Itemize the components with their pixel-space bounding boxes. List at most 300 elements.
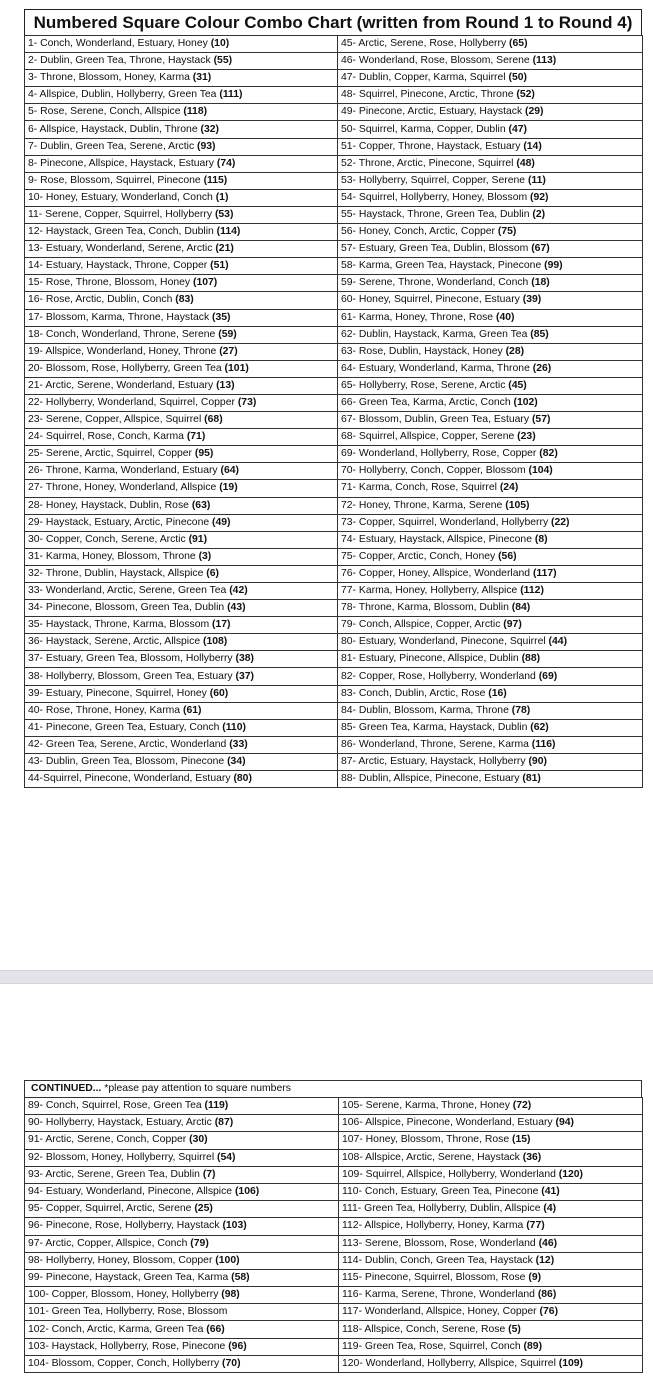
table-row (25, 343, 643, 360)
combo-cell (338, 651, 643, 668)
table-row (25, 1269, 643, 1286)
combo-colours: 7- Dublin, Green Tea, Serene, Arctic (28, 140, 198, 152)
combo-cell (25, 121, 338, 138)
table-row (25, 548, 643, 565)
paired-square-number: (70) (222, 1357, 241, 1369)
table-row (25, 1132, 643, 1149)
paired-square-number: (89) (523, 1340, 543, 1352)
paired-square-number: (75) (497, 226, 517, 238)
paired-square-number: (11) (527, 174, 546, 186)
table-row (25, 736, 643, 753)
combo-colours: 87- Arctic, Estuary, Haystack, Hollyberry (341, 755, 529, 767)
paired-square-number: (42) (229, 585, 248, 597)
combo-colours: 119- Green Tea, Rose, Squirrel, Conch (342, 1340, 524, 1352)
paired-square-number: (120) (558, 1168, 584, 1180)
paired-square-number: (72) (512, 1100, 532, 1112)
combo-colours: 102- Conch, Arctic, Karma, Green Tea (28, 1323, 207, 1335)
combo-cell (25, 189, 338, 206)
table-row (25, 394, 643, 411)
paired-square-number: (41) (541, 1186, 560, 1198)
combo-cell (25, 480, 338, 497)
combo-colours: 93- Arctic, Serene, Green Tea, Dublin (28, 1168, 203, 1180)
paired-square-number: (83) (175, 294, 194, 306)
paired-square-number: (117) (532, 567, 557, 579)
paired-square-number: (71) (186, 431, 206, 443)
paired-square-number: (64) (220, 465, 239, 477)
paired-square-number: (73) (237, 397, 257, 409)
combo-colours: 45- Arctic, Serene, Rose, Hollyberry (341, 38, 510, 50)
paired-square-number: (51) (210, 260, 229, 272)
table-row (25, 634, 643, 651)
paired-square-number: (9) (528, 1271, 542, 1283)
combo-cell (25, 1132, 339, 1149)
combo-cell (338, 497, 643, 514)
paired-square-number: (26) (532, 362, 552, 374)
paired-square-number: (53) (214, 208, 234, 220)
combo-colours: 89- Conch, Squirrel, Rose, Green Tea (28, 1100, 205, 1112)
combo-cell (338, 53, 643, 70)
combo-colours: 61- Karma, Honey, Throne, Rose (341, 311, 496, 323)
table-row (25, 1287, 643, 1304)
combo-colours: 92- Blossom, Honey, Hollyberry, Squirrel (28, 1151, 218, 1163)
paired-square-number: (91) (188, 533, 208, 545)
combo-cell (25, 600, 338, 617)
paired-square-number: (23) (517, 431, 536, 443)
paired-square-number: (85) (530, 328, 549, 340)
combo-cell (25, 1287, 339, 1304)
combo-colours: 29- Haystack, Estuary, Arctic, Pinecone (28, 516, 213, 528)
combo-colours: 95- Copper, Squirrel, Arctic, Serene (28, 1203, 195, 1215)
combo-colours: 115- Pinecone, Squirrel, Blossom, Rose (342, 1271, 529, 1283)
paired-square-number: (44) (548, 636, 568, 648)
combo-cell (338, 155, 643, 172)
combo-cell (25, 258, 338, 275)
combo-colours: 5- Rose, Serene, Conch, Allspice (28, 106, 184, 118)
combo-colours: 59- Serene, Throne, Wonderland, Conch (341, 277, 532, 289)
table-row (25, 326, 643, 343)
combo-cell (25, 326, 338, 343)
combo-colours: 120- Wonderland, Hollyberry, Allspice, Squirrel (342, 1357, 559, 1369)
paired-square-number: (17) (212, 619, 231, 631)
combo-colours: 117- Wonderland, Allspice, Honey, Copper (342, 1306, 540, 1318)
combo-colours: 21- Arctic, Serene, Wonderland, Estuary (28, 379, 217, 391)
combo-colours: 106- Allspice, Pinecone, Wonderland, Estuary (342, 1117, 556, 1129)
combo-cell (25, 1218, 339, 1235)
paired-square-number: (97) (503, 619, 522, 631)
combo-colours: 75- Copper, Arctic, Conch, Honey (341, 550, 499, 562)
combo-cell (25, 394, 338, 411)
table-row (25, 565, 643, 582)
combo-cell (339, 1132, 643, 1149)
paired-square-number: (43) (227, 602, 246, 614)
paired-square-number: (118) (183, 106, 208, 118)
paired-square-number: (86) (537, 1289, 557, 1301)
combo-colours: 67- Blossom, Dublin, Green Tea, Estuary (341, 414, 532, 426)
combo-cell (339, 1304, 643, 1321)
combo-colours: 6- Allspice, Haystack, Dublin, Throne (28, 123, 201, 135)
combo-cell (338, 121, 643, 138)
combo-cell (25, 104, 338, 121)
paired-square-number: (57) (531, 414, 551, 426)
table-row (25, 241, 643, 258)
paired-square-number: (111) (219, 89, 243, 101)
table-row (25, 1235, 643, 1252)
combo-cell (25, 1235, 339, 1252)
paired-square-number: (112) (520, 585, 544, 597)
combo-colours: 112- Allspice, Hollyberry, Honey, Karma (342, 1220, 527, 1232)
table-row (25, 429, 643, 446)
combo-cell (25, 309, 338, 326)
paired-square-number: (46) (538, 1237, 558, 1249)
paired-square-number: (109) (558, 1357, 584, 1369)
table-row (25, 446, 643, 463)
paired-square-number: (100) (215, 1254, 240, 1266)
chart-page-2 (24, 1080, 642, 1373)
paired-square-number: (93) (197, 140, 216, 152)
table-row (25, 685, 643, 702)
table-row (25, 1149, 643, 1166)
combo-cell (25, 70, 338, 87)
continued-header (24, 1080, 642, 1097)
paired-square-number: (12) (535, 1254, 555, 1266)
combo-cell (338, 702, 643, 719)
table-row (25, 309, 643, 326)
combo-colours: 9- Rose, Blossom, Squirrel, Pinecone (28, 174, 204, 186)
paired-square-number: (114) (216, 226, 241, 238)
paired-square-number: (2) (532, 208, 546, 220)
combo-cell (25, 36, 338, 53)
paired-square-number: (1) (215, 191, 229, 203)
table-row (25, 275, 643, 292)
table-row (25, 121, 643, 138)
paired-square-number: (60) (209, 687, 229, 699)
combo-colours: 32- Throne, Dublin, Haystack, Allspice (28, 567, 207, 579)
table-row (25, 1338, 643, 1355)
paired-square-number: (62) (530, 721, 549, 733)
combo-colours: 80- Estuary, Wonderland, Pinecone, Squirrel (341, 636, 549, 648)
combo-colours: 58- Karma, Green Tea, Haystack, Pinecone (341, 260, 545, 272)
combo-colours: 63- Rose, Dublin, Haystack, Honey (341, 345, 506, 357)
combo-colours: 39- Estuary, Pinecone, Squirrel, Honey (28, 687, 210, 699)
combo-colours: 37- Estuary, Green Tea, Blossom, Hollyberry (28, 653, 236, 665)
combo-colours: 118- Allspice, Conch, Serene, Rose (342, 1323, 509, 1335)
combo-cell (338, 172, 643, 189)
combo-colours: 66- Green Tea, Karma, Arctic, Conch (341, 397, 514, 409)
combo-cell (25, 412, 338, 429)
combo-colours: 84- Dublin, Blossom, Karma, Throne (341, 704, 512, 716)
combo-cell (25, 377, 338, 394)
table-row (25, 138, 643, 155)
combo-cell (25, 343, 338, 360)
combo-colours: 40- Rose, Throne, Honey, Karma (28, 704, 183, 716)
combo-colours: 113- Serene, Blossom, Rose, Wonderland (342, 1237, 539, 1249)
paired-square-number: (27) (219, 345, 238, 357)
combo-colours: 73- Copper, Squirrel, Wonderland, Hollyberry (341, 516, 552, 528)
paired-square-number: (105) (505, 499, 530, 511)
combo-cell (338, 429, 643, 446)
paired-square-number: (7) (202, 1168, 216, 1180)
combo-cell (25, 1355, 339, 1372)
table-row (25, 87, 643, 104)
paired-square-number: (50) (508, 72, 527, 84)
continued-note: *please pay attention to square numbers (101, 1083, 291, 1094)
paired-square-number: (77) (526, 1220, 545, 1232)
paired-square-number: (22) (551, 516, 570, 528)
combo-cell (338, 394, 643, 411)
combo-colours: 82- Copper, Rose, Hollyberry, Wonderland (341, 670, 539, 682)
paired-square-number: (106) (234, 1186, 260, 1198)
table-row (25, 53, 643, 70)
paired-square-number: (48) (516, 157, 535, 169)
combo-cell (25, 1338, 339, 1355)
page-gap-divider (0, 970, 653, 984)
combo-colours: 52- Throne, Arctic, Pinecone, Squirrel (341, 157, 517, 169)
combo-colours: 44-Squirrel, Pinecone, Wonderland, Estuary (28, 773, 234, 785)
combo-colours: 88- Dublin, Allspice, Pinecone, Estuary (341, 773, 523, 785)
paired-square-number: (31) (192, 72, 212, 84)
table-row (25, 412, 643, 429)
table-row (25, 1304, 643, 1321)
combo-colours: 53- Hollyberry, Squirrel, Copper, Serene (341, 174, 528, 186)
combo-cell (339, 1166, 643, 1183)
combo-cell (339, 1235, 643, 1252)
combo-colours: 36- Haystack, Serene, Arctic, Allspice (28, 636, 203, 648)
combo-cell (25, 617, 338, 634)
paired-square-number: (119) (204, 1100, 229, 1112)
paired-square-number: (61) (182, 704, 202, 716)
combo-colours: 60- Honey, Squirrel, Pinecone, Estuary (341, 294, 523, 306)
paired-square-number: (96) (228, 1340, 247, 1352)
combo-cell (25, 736, 338, 753)
combo-colours: 104- Blossom, Copper, Conch, Hollyberry (28, 1357, 223, 1369)
table-row (25, 1201, 643, 1218)
combo-colours: 41- Pinecone, Green Tea, Estuary, Conch (28, 721, 223, 733)
combo-cell (25, 1321, 339, 1338)
combo-cell (338, 87, 643, 104)
combo-colours: 30- Copper, Conch, Serene, Arctic (28, 533, 189, 545)
combo-cell (25, 429, 338, 446)
paired-square-number: (32) (200, 123, 219, 135)
combo-cell (338, 583, 643, 600)
combo-cell (339, 1201, 643, 1218)
table-row (25, 617, 643, 634)
combo-cell (338, 206, 643, 223)
combo-cell (339, 1252, 643, 1269)
combo-cell (338, 189, 643, 206)
table-row (25, 480, 643, 497)
combo-colours: 34- Pinecone, Blossom, Green Tea, Dublin (28, 602, 228, 614)
table-row (25, 70, 643, 87)
table-row (25, 600, 643, 617)
paired-square-number: (5) (508, 1323, 521, 1335)
combo-cell (339, 1098, 643, 1115)
table-row (25, 189, 643, 206)
combo-cell (25, 1183, 339, 1200)
combo-cell (25, 583, 338, 600)
paired-square-number: (94) (555, 1117, 574, 1129)
combo-colours: 65- Hollyberry, Rose, Serene, Arctic (341, 379, 509, 391)
combo-colours: 77- Karma, Honey, Hollyberry, Allspice (341, 585, 521, 597)
table-row (25, 258, 643, 275)
combo-colours: 48- Squirrel, Pinecone, Arctic, Throne (341, 89, 517, 101)
combo-cell (25, 651, 338, 668)
combo-colours: 71- Karma, Conch, Rose, Squirrel (341, 482, 500, 494)
combo-colours: 97- Arctic, Copper, Allspice, Conch (28, 1237, 191, 1249)
combo-cell (339, 1338, 643, 1355)
table-row (25, 377, 643, 394)
combo-colours: 107- Honey, Blossom, Throne, Rose (342, 1134, 512, 1146)
paired-square-number: (68) (204, 414, 223, 426)
paired-square-number: (13) (216, 379, 235, 391)
combo-colours: 2- Dublin, Green Tea, Throne, Haystack (28, 55, 214, 67)
combo-cell (338, 668, 643, 685)
paired-square-number: (78) (511, 704, 531, 716)
combo-cell (339, 1269, 643, 1286)
combo-cell (338, 719, 643, 736)
combo-cell (25, 138, 338, 155)
combo-cell (25, 53, 338, 70)
combo-colours: 20- Blossom, Rose, Hollyberry, Green Tea (28, 362, 225, 374)
table-row (25, 1166, 643, 1183)
paired-square-number: (115) (203, 174, 228, 186)
combo-colours: 85- Green Tea, Karma, Haystack, Dublin (341, 721, 531, 733)
combo-cell (25, 719, 338, 736)
combo-cell (338, 36, 643, 53)
paired-square-number: (108) (202, 636, 228, 648)
combo-cell (338, 531, 643, 548)
combo-colours: 64- Estuary, Wonderland, Karma, Throne (341, 362, 533, 374)
paired-square-number: (76) (539, 1306, 559, 1318)
table-row (25, 668, 643, 685)
paired-square-number: (65) (509, 38, 528, 50)
paired-square-number: (84) (511, 602, 531, 614)
paired-square-number: (74) (216, 157, 236, 169)
combo-cell (25, 1149, 339, 1166)
combo-colours: 8- Pinecone, Allspice, Haystack, Estuary (28, 157, 217, 169)
paired-square-number: (87) (214, 1117, 234, 1129)
combo-cell (25, 275, 338, 292)
combo-colours: 91- Arctic, Serene, Conch, Copper (28, 1134, 190, 1146)
combo-colours: 109- Squirrel, Allspice, Hollyberry, Wonderland (342, 1168, 559, 1180)
combo-colours: 98- Hollyberry, Honey, Blossom, Copper (28, 1254, 216, 1266)
combo-colours: 16- Rose, Arctic, Dublin, Conch (28, 294, 176, 306)
combo-table-2 (24, 1097, 643, 1373)
table-row (25, 1098, 643, 1115)
paired-square-number: (15) (512, 1134, 531, 1146)
combo-colours: 24- Squirrel, Rose, Conch, Karma (28, 431, 187, 443)
combo-cell (339, 1149, 643, 1166)
combo-cell (25, 1304, 339, 1321)
paired-square-number: (8) (534, 533, 548, 545)
paired-square-number: (52) (516, 89, 535, 101)
paired-square-number: (34) (227, 755, 246, 767)
combo-colours: 56- Honey, Conch, Arctic, Copper (341, 226, 498, 238)
paired-square-number: (56) (498, 550, 517, 562)
combo-colours: 49- Pinecone, Arctic, Estuary, Haystack (341, 106, 526, 118)
paired-square-number: (116) (531, 738, 556, 750)
combo-cell (338, 138, 643, 155)
table-row (25, 463, 643, 480)
combo-cell (25, 685, 338, 702)
combo-colours: 105- Serene, Karma, Throne, Honey (342, 1100, 513, 1112)
combo-colours: 12- Haystack, Green Tea, Conch, Dublin (28, 226, 217, 238)
combo-colours: 35- Haystack, Throne, Karma, Blossom (28, 619, 213, 631)
table-row (25, 531, 643, 548)
combo-cell (339, 1287, 643, 1304)
paired-square-number: (58) (231, 1271, 250, 1283)
table-row (25, 155, 643, 172)
combo-colours: 110- Conch, Estuary, Green Tea, Pinecone (342, 1186, 542, 1198)
combo-cell (25, 463, 338, 480)
paired-square-number: (33) (229, 738, 248, 750)
combo-colours: 13- Estuary, Wonderland, Serene, Arctic (28, 243, 216, 255)
combo-colours: 86- Wonderland, Throne, Serene, Karma (341, 738, 532, 750)
combo-cell (25, 360, 338, 377)
combo-cell (338, 600, 643, 617)
combo-colours: 18- Conch, Wonderland, Throne, Serene (28, 328, 219, 340)
combo-cell (338, 309, 643, 326)
combo-cell (338, 514, 643, 531)
combo-cell (339, 1355, 643, 1372)
combo-colours: 108- Allspice, Arctic, Serene, Haystack (342, 1151, 523, 1163)
combo-cell (25, 514, 338, 531)
combo-cell (338, 480, 643, 497)
combo-colours: 54- Squirrel, Hollyberry, Honey, Blossom (341, 191, 531, 203)
combo-colours: 25- Serene, Arctic, Squirrel, Copper (28, 448, 195, 460)
paired-square-number: (47) (508, 123, 527, 135)
combo-cell (25, 172, 338, 189)
table-row (25, 1252, 643, 1269)
combo-cell (25, 1252, 339, 1269)
paired-square-number: (98) (221, 1289, 240, 1301)
paired-square-number: (16) (488, 687, 507, 699)
combo-colours: 70- Hollyberry, Conch, Copper, Blossom (341, 465, 529, 477)
combo-cell (338, 771, 643, 788)
paired-square-number: (39) (522, 294, 542, 306)
table-row (25, 583, 643, 600)
combo-colours: 1- Conch, Wonderland, Estuary, Honey (28, 38, 211, 50)
combo-cell (338, 736, 643, 753)
combo-colours: 116- Karma, Serene, Throne, Wonderland (342, 1289, 538, 1301)
combo-cell (338, 275, 643, 292)
combo-cell (338, 446, 643, 463)
combo-colours: 100- Copper, Blossom, Honey, Hollyberry (28, 1289, 222, 1301)
combo-cell (338, 565, 643, 582)
table-row (25, 224, 643, 241)
combo-colours: 78- Throne, Karma, Blossom, Dublin (341, 602, 512, 614)
paired-square-number: (81) (522, 773, 541, 785)
table-row (25, 1321, 643, 1338)
combo-colours: 103- Haystack, Hollyberry, Rose, Pinecone (28, 1340, 229, 1352)
combo-colours: 50- Squirrel, Karma, Copper, Dublin (341, 123, 509, 135)
combo-cell (25, 1269, 339, 1286)
combo-colours: 15- Rose, Throne, Blossom, Honey (28, 277, 193, 289)
combo-cell (25, 565, 338, 582)
combo-colours: 55- Haystack, Throne, Green Tea, Dublin (341, 208, 533, 220)
paired-square-number: (4) (543, 1203, 557, 1215)
combo-colours: 90- Hollyberry, Haystack, Estuary, Arctic (28, 1117, 215, 1129)
combo-cell (338, 224, 643, 241)
table-row (25, 753, 643, 770)
combo-cell (339, 1321, 643, 1338)
combo-cell (25, 753, 338, 770)
paired-square-number: (40) (495, 311, 515, 323)
combo-cell (338, 634, 643, 651)
paired-square-number: (107) (192, 277, 218, 289)
paired-square-number: (24) (499, 482, 519, 494)
combo-colours: 62- Dublin, Haystack, Karma, Green Tea (341, 328, 531, 340)
table-row (25, 702, 643, 719)
